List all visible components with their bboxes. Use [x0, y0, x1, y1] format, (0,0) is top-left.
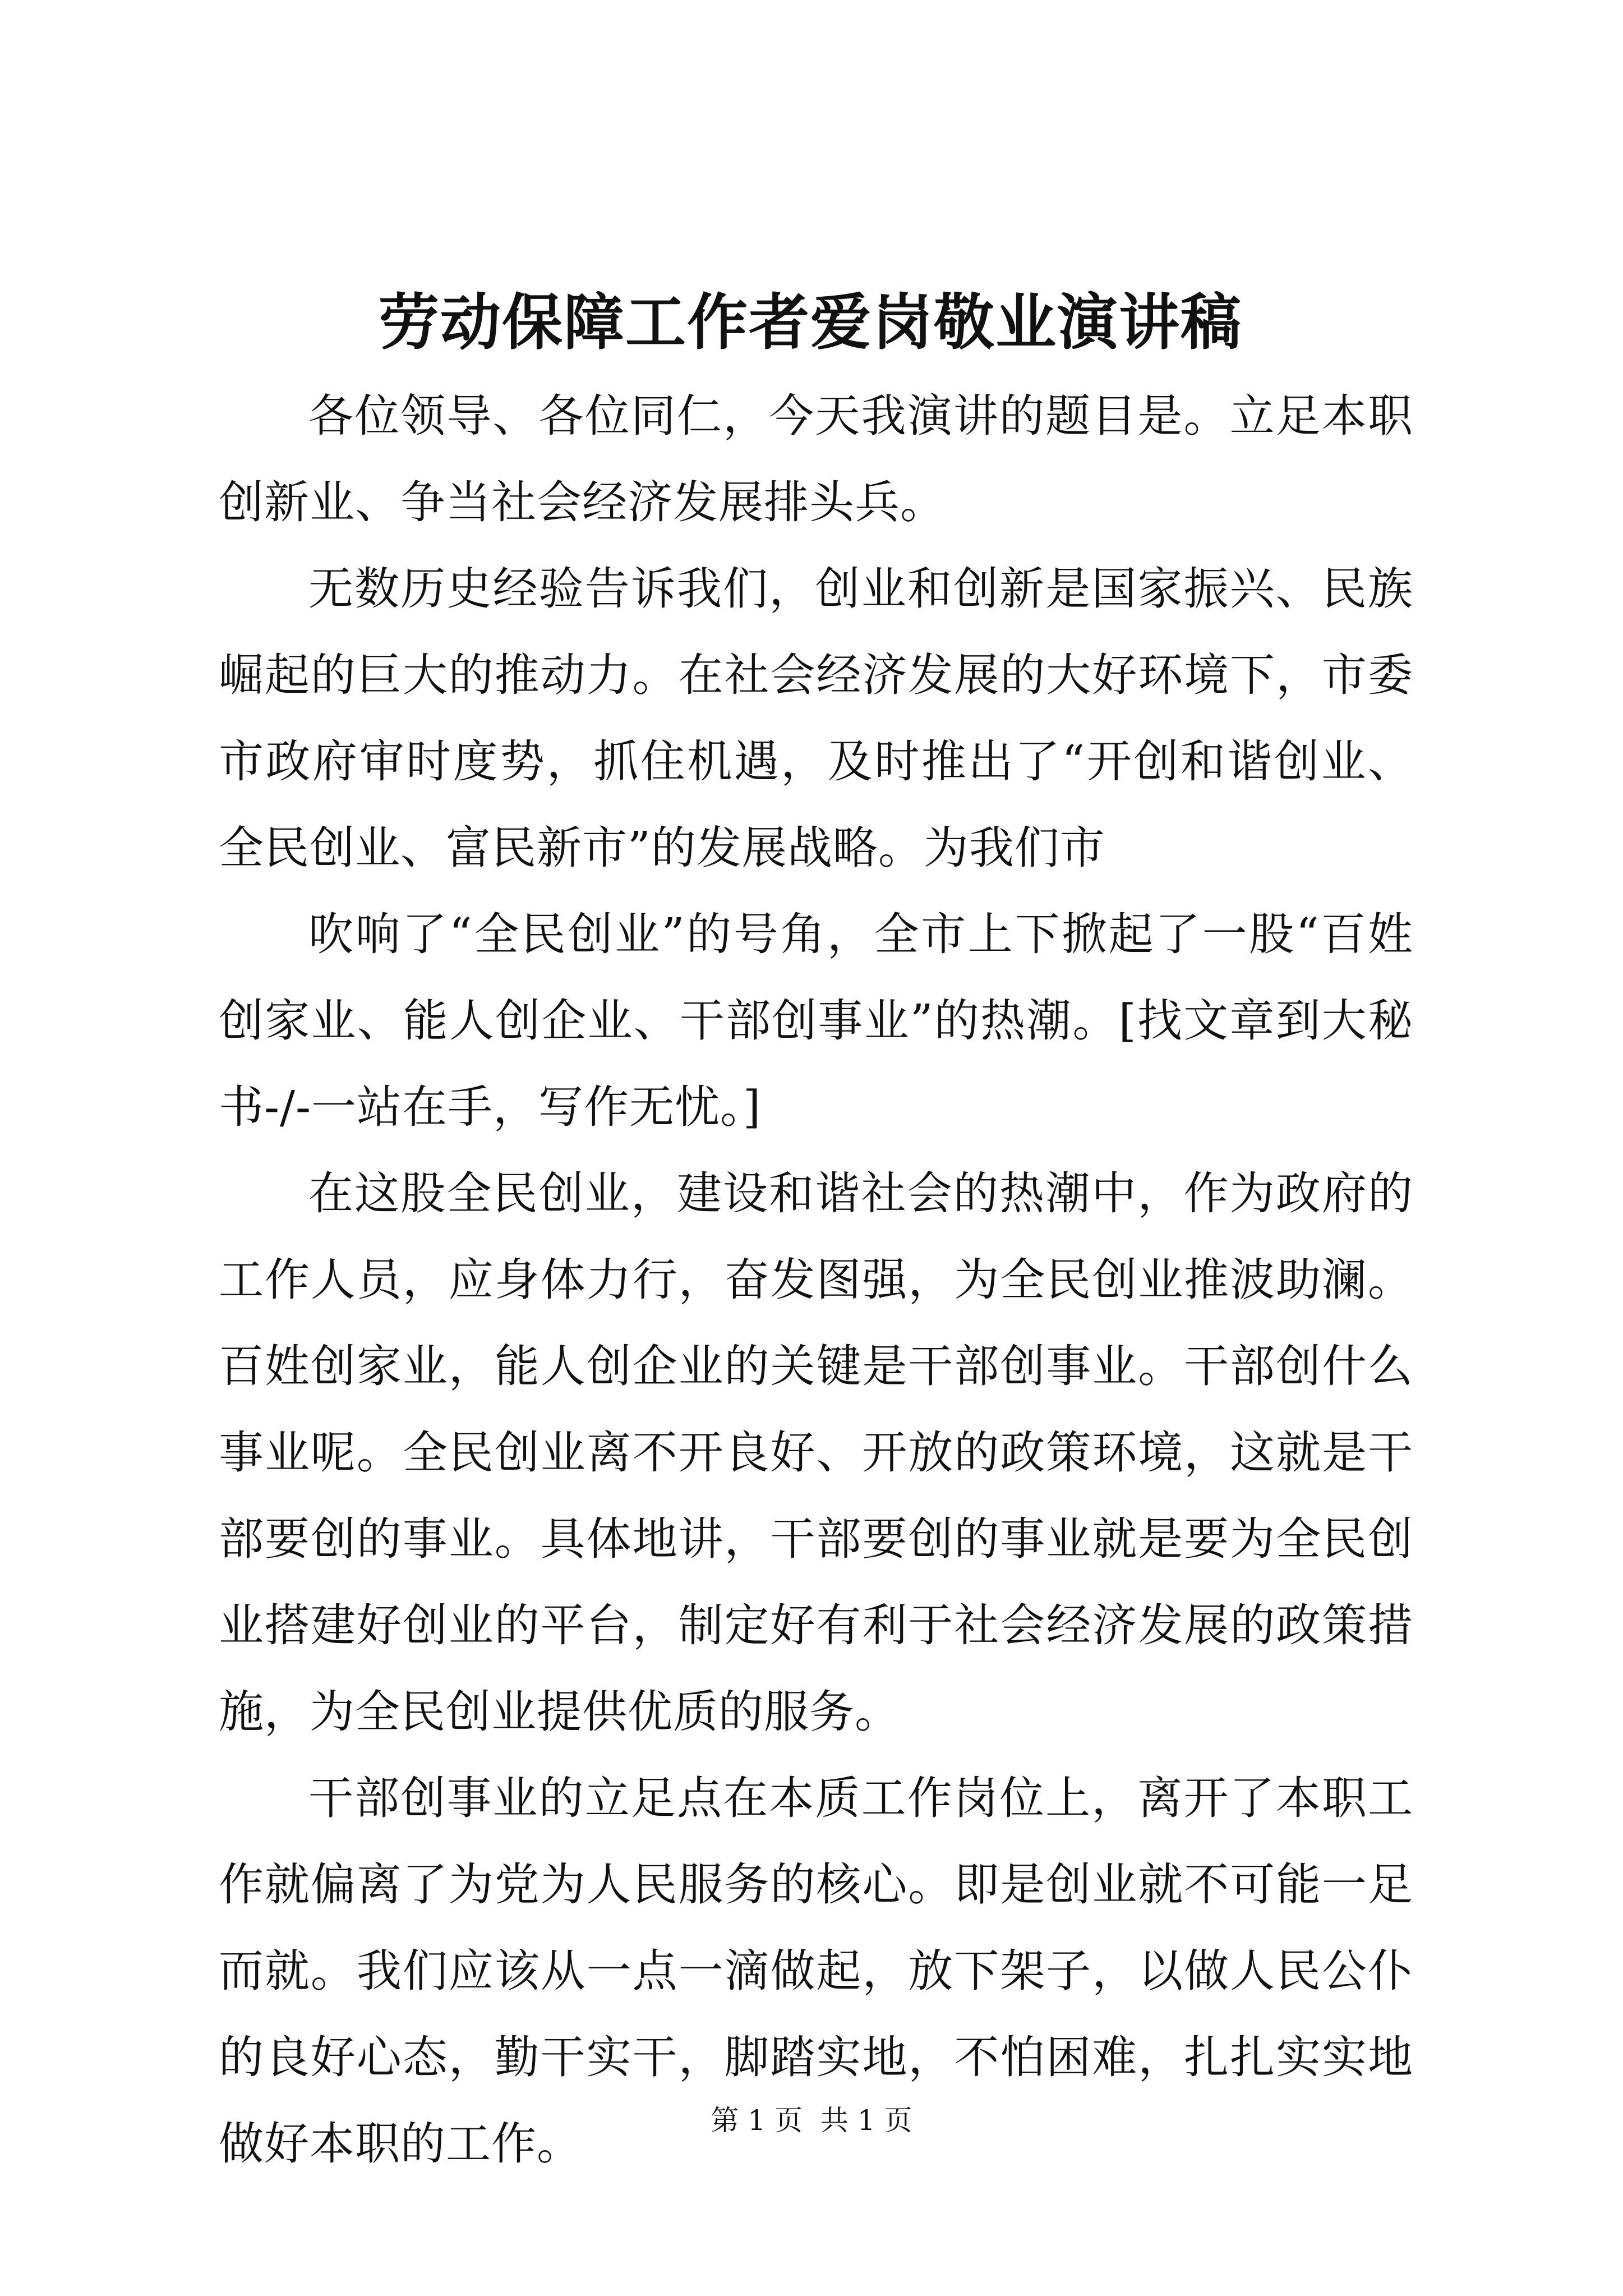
page-number-label: 第 1 页 共 1 页: [711, 2104, 912, 2137]
paragraph-5: 干部创事业的立足点在本质工作岗位上，离开了本职工作就偏离了为党为人民服务的核心。即是创业就不可能一足而就。我们应该从一点一滴做起，放下架子，以做人民公仆的良好心态，勤干实干，脚踏实地，不怕困难，扎扎实实地做好本职的工作。: [219, 1772, 1413, 2170]
paragraph-3: 吹响了“全民创业”的号角，全市上下掀起了一股“百姓创家业、能人创企业、干部创事业”的热潮。[找文章到大秘书-/-一站在手，写作无忧。]: [219, 908, 1413, 1133]
page-footer: [0, 2101, 1623, 2140]
paragraph-4: 在这股全民创业，建设和谐社会的热潮中，作为政府的工作人员，应身体力行，奋发图强，为全民创业推波助澜。百姓创家业，能人创企业的关键是干部创事业。干部创什么事业呢。全民创业离不开良好、开放的政策环境，这就是干部要创的事业。具体地讲，干部要创的事业就是要为全民创业搭建好创业的平台，制定好有利于社会经济发展的政策措施，为全民创业提供优质的服务。: [219, 1167, 1413, 1738]
paragraph-1: 各位领导、各位同仁，今天我演讲的题目是。立足本职创新业、争当社会经济发展排头兵。: [219, 390, 1413, 528]
paragraph-2: 无数历史经验告诉我们，创业和创新是国家振兴、民族崛起的巨大的推动力。在社会经济发展的大好环境下，市委市政府审时度势，抓住机遇，及时推出了“开创和谐创业、全民创业、富民新市”的发展战略。为我们市: [219, 563, 1413, 874]
document-body: [219, 373, 1413, 2187]
document-title: 劳动保障工作者爱岗敬业演讲稿: [378, 287, 1242, 358]
